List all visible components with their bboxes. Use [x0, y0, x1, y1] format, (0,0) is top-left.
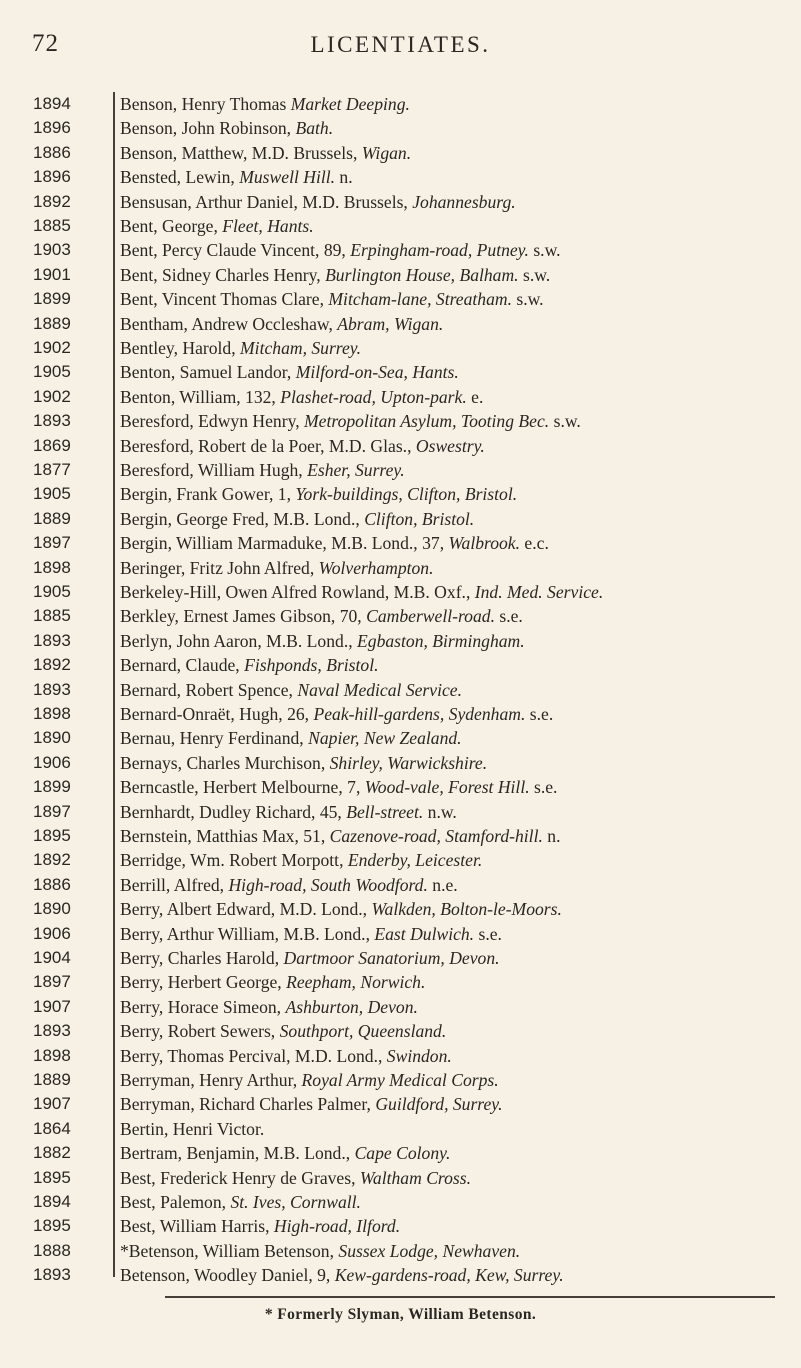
entry-year: 1864 [33, 1118, 71, 1138]
entry-place: Naval Medical Service. [297, 679, 462, 700]
entry-district: n. [335, 167, 353, 188]
entry-text [120, 116, 333, 140]
entry-text [120, 1214, 400, 1238]
list-item [33, 116, 801, 140]
entry-year: 1892 [33, 191, 71, 211]
entry-name: Bernard-Onraët, Hugh, 26, [120, 704, 314, 724]
entry-district: s.w. [518, 264, 551, 285]
entry-place: Metropolitan Asylum, Tooting Bec. [304, 411, 550, 432]
list-item [33, 726, 801, 750]
entry-year: 1886 [33, 874, 71, 894]
entry-name: Bernau, Henry Ferdinand, [120, 728, 309, 749]
entry-place: Market Deeping. [290, 94, 410, 114]
entry-place: York-buildings, Clifton, Bristol. [295, 484, 518, 505]
entry-text [120, 751, 487, 775]
entry-name: Bentham, Andrew Occleshaw, [120, 313, 338, 334]
entry-place: Ind. Med. Service. [474, 582, 604, 602]
entry-place: Oswestry. [415, 435, 485, 456]
list-item [33, 482, 801, 506]
entry-district: e. [466, 386, 484, 407]
entry-district: s.e. [525, 704, 554, 724]
entry-text [120, 238, 561, 262]
entry-place: High-road, South Woodford. [228, 874, 428, 895]
entry-year: 1888 [33, 1240, 71, 1260]
entry-text [120, 312, 443, 336]
entry-year: 1893 [33, 411, 71, 431]
list-item [33, 824, 801, 848]
entry-text [120, 702, 553, 726]
entry-place: Bell-street. [346, 801, 424, 822]
entry-name: Berkley, Ernest James Gibson, 70, [120, 606, 367, 627]
entry-text [120, 385, 483, 409]
footnote: * Formerly Slyman, William Betenson. [264, 1306, 537, 1323]
entry-text [120, 629, 525, 653]
entry-year: 1885 [33, 606, 71, 626]
list-item [33, 1214, 801, 1238]
entry-name: Best, Palemon, [120, 1192, 231, 1212]
entry-name: Bergin, George Fred, M.B. Lond., [120, 508, 365, 529]
page-number: 72 [32, 30, 59, 57]
entry-year: 1898 [33, 1045, 71, 1065]
entry-name: Bensusan, Arthur Daniel, M.D. Brussels, [120, 191, 413, 212]
entry-place: High-road, Ilford. [273, 1216, 401, 1237]
entry-year: 1893 [33, 679, 71, 699]
entry-place: Swindon. [386, 1045, 452, 1066]
entry-name: Berry, Albert Edward, M.D. Lond., [120, 899, 372, 920]
entry-text [120, 946, 500, 970]
entry-year: 1869 [33, 435, 71, 455]
list-item [33, 1092, 801, 1116]
entry-place: Bath. [295, 118, 334, 139]
entry-district: s.w. [511, 289, 544, 310]
entry-text [120, 556, 434, 580]
entry-name: Betenson, Woodley Daniel, 9, [120, 1265, 335, 1286]
entry-name: Best, Frederick Henry de Graves, [120, 1167, 360, 1188]
entry-text [120, 800, 457, 824]
entry-year: 1895 [33, 1216, 71, 1236]
entry-year: 1899 [33, 289, 71, 309]
entry-place: Enderby, Leicester. [347, 850, 483, 871]
entry-name: Beresford, Robert de la Poer, M.D. Glas., [120, 435, 416, 456]
list-item [33, 312, 801, 336]
entry-district: n.e. [427, 874, 458, 895]
entry-text [120, 897, 562, 921]
entry-text [120, 653, 379, 677]
list-item [33, 897, 801, 921]
entry-text [120, 1117, 264, 1141]
entry-text [120, 604, 523, 628]
entry-year: 1885 [33, 216, 71, 235]
entry-text [120, 1190, 361, 1214]
entry-district: s.e. [474, 923, 502, 944]
entry-year: 1902 [33, 338, 71, 357]
entry-text [120, 1166, 471, 1190]
entry-name: Benton, Samuel Landor, [120, 362, 296, 383]
entry-name: Bernstein, Matthias Max, 51, [120, 826, 330, 846]
entry-year: 1889 [33, 1070, 71, 1089]
entry-name: Bertin, Henri Victor. [120, 1118, 265, 1139]
entry-name: Bergin, William Marmaduke, M.B. Lond., 37, [120, 533, 449, 554]
entry-name: Berry, Arthur William, M.B. Lond., [120, 923, 375, 944]
entry-district: n.w. [423, 801, 457, 822]
list-item [33, 629, 801, 653]
entry-name: Bernard, Claude, [120, 655, 245, 676]
entry-year: 1904 [33, 948, 71, 967]
list-item [33, 604, 801, 628]
list-item [33, 1166, 801, 1190]
list-item [33, 995, 801, 1019]
entry-name: Bergin, Frank Gower, 1, [120, 484, 296, 505]
entry-text [120, 922, 502, 946]
entry-name: Beringer, Fritz John Alfred, [120, 557, 319, 578]
entry-year: 1897 [33, 801, 71, 821]
entry-place: Cape Colony. [354, 1143, 451, 1164]
entry-district: s.e. [494, 606, 523, 627]
entry-name: Berkeley-Hill, Owen Alfred Rowland, M.B. Oxf., [120, 582, 475, 602]
entry-text [120, 1019, 446, 1043]
entry-year: 1896 [33, 118, 71, 138]
entry-text [120, 678, 462, 702]
entry-place: Royal Army Medical Corps. [301, 1070, 499, 1090]
entry-place: Muswell Hill. [239, 167, 336, 188]
entry-text [120, 214, 314, 238]
list-item [33, 1019, 801, 1043]
entry-place: Johannesburg. [412, 191, 516, 212]
list-item [33, 922, 801, 946]
entry-year: 1897 [33, 533, 71, 553]
entry-place: Kew-gardens-road, Kew, Surrey. [334, 1265, 564, 1286]
list-item [33, 1044, 801, 1068]
entry-name: Bent, George, [120, 216, 223, 236]
list-item [33, 970, 801, 994]
entry-place: Sussex Lodge, Newhaven. [338, 1240, 521, 1261]
entry-text [120, 848, 482, 872]
entry-place: Abram, Wigan. [337, 313, 444, 334]
list-item [33, 751, 801, 775]
list-item [33, 141, 801, 165]
entry-year: 1882 [33, 1143, 71, 1163]
entry-name: Beresford, Edwyn Henry, [120, 411, 305, 432]
entry-place: Cazenove-road, Stamford-hill. [329, 826, 543, 846]
entry-name: Bentley, Harold, [120, 338, 241, 358]
list-item [33, 580, 801, 604]
list-item [33, 653, 801, 677]
list-item [33, 263, 801, 287]
list-item [33, 360, 801, 384]
entry-text [120, 580, 603, 604]
entry-text [120, 824, 560, 848]
entry-place: Reepham, Norwich. [286, 972, 426, 993]
list-item [33, 385, 801, 409]
entry-year: 1893 [33, 1021, 71, 1041]
list-item [33, 848, 801, 872]
entry-year: 1877 [33, 460, 71, 479]
entry-place: Wood-vale, Forest Hill. [364, 777, 530, 798]
entry-year: 1894 [33, 1192, 71, 1211]
list-item [33, 165, 801, 189]
entry-year: 1897 [33, 972, 71, 992]
entry-district: s.w. [528, 240, 561, 261]
list-item [33, 1239, 801, 1263]
entry-year: 1886 [33, 142, 71, 162]
list-item [33, 702, 801, 726]
list-item [33, 434, 801, 458]
entry-text [120, 409, 581, 433]
entry-name: Bernhardt, Dudley Richard, 45, [120, 801, 347, 822]
entry-district: s.w. [549, 411, 581, 432]
licentiates-list [33, 92, 801, 1286]
entry-place: Clifton, Bristol. [364, 508, 475, 529]
list-item [33, 458, 801, 482]
entry-name: Benson, Henry Thomas [120, 94, 291, 114]
entry-name: Bent, Vincent Thomas Clare, [120, 289, 329, 310]
entry-place: Mitcham-lane, Streatham. [328, 289, 512, 310]
entry-district: s.e. [529, 777, 558, 798]
entry-name: Benson, John Robinson, [120, 118, 296, 139]
entry-place: Plashet-road, Upton-park. [280, 386, 467, 407]
list-item [33, 800, 801, 824]
entry-place: Erpingham-road, Putney. [350, 240, 529, 261]
list-item [33, 287, 801, 311]
entry-name: Beresford, William Hugh, [120, 460, 308, 480]
entry-name: Berrill, Alfred, [120, 874, 229, 895]
entry-year: 1907 [33, 1094, 71, 1114]
entry-name: Berry, Robert Sewers, [120, 1021, 280, 1042]
entry-text [120, 1068, 499, 1092]
entry-name: Berryman, Henry Arthur, [120, 1070, 302, 1090]
entry-name: *Betenson, William Betenson, [120, 1240, 339, 1261]
entry-name: Berryman, Richard Charles Palmer, [120, 1094, 376, 1115]
list-item [33, 238, 801, 262]
list-item [33, 1068, 801, 1092]
list-item [33, 336, 801, 360]
entry-name: Benton, William, 132, [120, 386, 281, 407]
entry-year: 1890 [33, 728, 71, 748]
list-item [33, 775, 801, 799]
entry-place: Burlington House, Balham. [325, 264, 519, 285]
entry-text [120, 263, 550, 287]
entry-name: Bent, Percy Claude Vincent, 89, [120, 240, 351, 261]
entry-text [120, 1092, 503, 1116]
entry-place: Southport, Queensland. [279, 1021, 447, 1042]
entry-year: 1899 [33, 777, 71, 797]
entry-place: Waltham Cross. [359, 1167, 472, 1188]
entry-year: 1905 [33, 582, 71, 601]
entry-place: Shirley, Warwickshire. [329, 752, 488, 773]
list-item [33, 190, 801, 214]
entry-text [120, 92, 410, 116]
entry-year: 1895 [33, 1167, 71, 1187]
entry-name: Berry, Thomas Percival, M.D. Lond., [120, 1045, 387, 1066]
list-item [33, 1190, 801, 1214]
entry-district: e.c. [520, 533, 549, 554]
entry-year: 1905 [33, 484, 71, 504]
list-item [33, 92, 801, 116]
entry-year: 1905 [33, 362, 71, 382]
entry-year: 1895 [33, 826, 71, 845]
entry-text [120, 336, 361, 360]
list-item [33, 507, 801, 531]
entry-place: East Dulwich. [374, 923, 475, 944]
entry-year: 1889 [33, 508, 71, 528]
entry-year: 1901 [33, 264, 71, 284]
list-item [33, 678, 801, 702]
entry-name: Bent, Sidney Charles Henry, [120, 264, 326, 285]
entry-place: Walbrook. [448, 533, 521, 554]
entry-text [120, 190, 516, 214]
entry-year: 1896 [33, 167, 71, 187]
entry-text [120, 482, 517, 506]
entry-text [120, 1044, 452, 1068]
entry-name: Bernard, Robert Spence, [120, 679, 298, 700]
entry-place: Wolverhampton. [318, 557, 434, 578]
list-item [33, 1141, 801, 1165]
entry-text [120, 1141, 450, 1165]
entry-year: 1906 [33, 923, 71, 943]
entry-year: 1890 [33, 899, 71, 919]
entry-place: Milford-on-Sea, Hants. [295, 362, 459, 383]
entry-name: Best, William Harris, [120, 1216, 274, 1237]
entry-year: 1907 [33, 996, 71, 1016]
entry-place: Camberwell-road. [366, 606, 495, 627]
entry-text [120, 507, 474, 531]
entry-name: Bernays, Charles Murchison, [120, 752, 330, 773]
list-item [33, 873, 801, 897]
list-item [33, 214, 801, 238]
entry-text [120, 970, 425, 994]
entry-name: Berridge, Wm. Robert Morpott, [120, 850, 348, 871]
entry-name: Berry, Horace Simeon, [120, 996, 286, 1017]
entry-name: Bertram, Benjamin, M.B. Lond., [120, 1143, 355, 1164]
entry-text [120, 165, 353, 189]
entry-text [120, 726, 462, 750]
entry-year: 1889 [33, 313, 71, 333]
entry-place: Mitcham, Surrey. [240, 338, 362, 358]
entry-place: Ashburton, Devon. [285, 996, 418, 1017]
entry-name: Berry, Charles Harold, [120, 948, 284, 968]
list-item [33, 946, 801, 970]
entry-text [120, 287, 544, 311]
entry-name: Berlyn, John Aaron, M.B. Lond., [120, 630, 358, 651]
list-item [33, 1117, 801, 1141]
entry-text [120, 873, 458, 897]
entry-text [120, 360, 459, 384]
entry-place: St. Ives, Cornwall. [230, 1192, 361, 1212]
list-item [33, 409, 801, 433]
running-head: LICENTIATES. [310, 32, 491, 57]
entry-text [120, 775, 557, 799]
entry-name: Berry, Herbert George, [120, 972, 287, 993]
entry-year: 1893 [33, 630, 71, 650]
list-item [33, 556, 801, 580]
entry-place: Walkden, Bolton-le-Moors. [371, 899, 562, 920]
entry-text [120, 458, 405, 482]
entry-year: 1903 [33, 240, 71, 260]
entry-year: 1898 [33, 704, 71, 723]
list-item [33, 531, 801, 555]
entry-year: 1894 [33, 94, 71, 113]
entry-place: Guildford, Surrey. [375, 1094, 503, 1115]
entry-year: 1892 [33, 655, 71, 675]
entry-place: Peak-hill-gardens, Sydenham. [313, 704, 526, 724]
entry-year: 1892 [33, 850, 71, 870]
entry-place: Egbaston, Birmingham. [357, 630, 525, 651]
entry-year: 1906 [33, 752, 71, 772]
entry-year: 1902 [33, 386, 71, 406]
entry-name: Benson, Matthew, M.D. Brussels, [120, 142, 362, 163]
entry-year: 1893 [33, 1265, 71, 1285]
entry-place: Napier, New Zealand. [308, 728, 462, 749]
entry-text [120, 1239, 520, 1263]
entry-text [120, 1263, 564, 1287]
list-item [33, 1263, 801, 1287]
entry-district: n. [542, 826, 561, 846]
entry-place: Wigan. [361, 142, 412, 163]
entry-name: Bensted, Lewin, [120, 167, 240, 188]
entry-text [120, 995, 418, 1019]
entry-place: Fleet, Hants. [222, 216, 314, 236]
footnote-rule [165, 1296, 775, 1298]
entry-text [120, 434, 485, 458]
entry-text [120, 141, 411, 165]
entry-text [120, 531, 549, 555]
entry-place: Esher, Surrey. [307, 460, 405, 480]
entry-year: 1898 [33, 557, 71, 577]
entry-place: Dartmoor Sanatorium, Devon. [283, 948, 500, 968]
entry-name: Berncastle, Herbert Melbourne, 7, [120, 777, 365, 798]
entry-place: Fishponds, Bristol. [244, 655, 379, 676]
